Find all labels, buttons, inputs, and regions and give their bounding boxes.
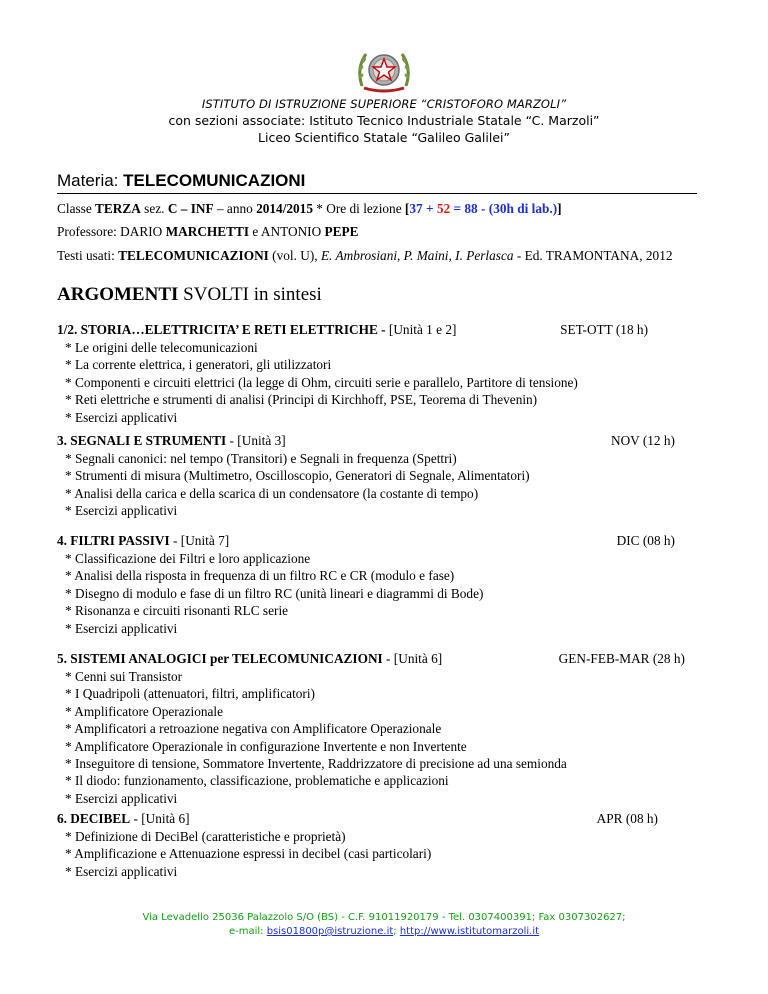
- list-item: * Analisi della carica e della scarica di un condensatore (la costante di tempo): [65, 485, 479, 501]
- list-item: * Strumenti di misura (Multimetro, Oscilloscopio, Generatori di Segnale, Alimentatori): [65, 468, 530, 484]
- hours-total: = 88 - (30h di lab.): [450, 201, 558, 216]
- section-label: sez.: [140, 201, 168, 216]
- list-item: * Cenni sui Transistor: [65, 669, 183, 684]
- republic-emblem-icon: [352, 46, 416, 94]
- section-unit-ref: [Unità 1 e 2]: [388, 322, 457, 337]
- school-year-value: 2014/2015: [256, 201, 313, 216]
- hours-lab: 52: [436, 201, 451, 216]
- topics-heading-bold: ARGOMENTI: [57, 284, 179, 305]
- section-period: DIC (08 h): [616, 533, 675, 548]
- teachers-info: [57, 224, 359, 240]
- footer-address: Via Levadello 25036 Palazzolo S/O (BS) - C.F. 91011920179 - Tel. 0307400391; Fax 0307302627;: [142, 912, 626, 923]
- textbook-publisher: - Ed. TRAMONTANA, 2012: [513, 248, 673, 263]
- section-header: [57, 321, 675, 339]
- textbook-label: Testi usati:: [57, 248, 119, 263]
- textbooks-info: [57, 247, 697, 264]
- list-item: * Amplificatore Operazionale in configurazione Invertente e non Invertente: [65, 738, 467, 754]
- textbook-authors: E. Ambrosiani, P. Maini, I. Perlasca: [320, 248, 514, 263]
- footer-contacts: [0, 926, 768, 937]
- list-item: * Risonanza e circuiti risonanti RLC serie: [65, 603, 289, 619]
- section-header: [57, 810, 675, 828]
- section-period: NOV (12 h): [610, 433, 675, 448]
- subject-value: TELECOMUNICAZIONI: [123, 171, 306, 190]
- list-item: * Esercizi applicativi: [65, 503, 178, 519]
- section-unit-ref: - [Unità 3]: [226, 433, 286, 448]
- list-item: * Amplificazione e Attenuazione espressi in decibel (casi particolari): [65, 846, 432, 862]
- section-unit-ref: - [Unità 6]: [130, 811, 190, 826]
- section-title: 5. SISTEMI ANALOGICI per TELECOMUNICAZIONI: [57, 651, 383, 666]
- section-header: [57, 432, 675, 450]
- subject-heading: [57, 171, 697, 194]
- class-info: [57, 201, 562, 217]
- teacher-1: MARCHETTI: [165, 224, 250, 239]
- list-item: * Esercizi applicativi: [65, 863, 178, 879]
- school-liceo: Liceo Scientifico Statale “Galileo Galilei”: [258, 130, 510, 145]
- hours-label: * Ore di lezione: [312, 201, 405, 216]
- section-title: 1/2. STORIA…ELETTRICITA’ E RETI ELETTRICHE -: [57, 322, 389, 337]
- list-item: * Amplificatore Operazionale: [65, 703, 224, 719]
- subject-label: Materia:: [57, 171, 124, 190]
- section-unit-ref: - [Unità 7]: [169, 533, 230, 548]
- section-period: APR (08 h): [596, 811, 658, 826]
- hours-plus: +: [422, 201, 437, 216]
- list-item: * Esercizi applicativi: [65, 409, 178, 425]
- section-header: [57, 532, 675, 550]
- teacher-connector: e ANTONIO: [249, 224, 325, 239]
- list-item: * Componenti e circuiti elettrici (la legge di Ohm, circuiti serie e parallelo, Partitore di tensione): [65, 374, 578, 390]
- list-item: * Classificazione dei Filtri e loro applicazione: [65, 551, 311, 566]
- list-item: * I Quadripoli (attenuatori, filtri, amplificatori): [65, 686, 315, 702]
- list-item: * Il diodo: funzionamento, classificazione, problematiche e applicazioni: [65, 773, 449, 789]
- hours-theory: 37: [409, 201, 423, 216]
- topic-section: [57, 432, 675, 520]
- list-item: * La corrente elettrica, i generatori, gli utilizzatori: [65, 357, 332, 373]
- school-sections: con sezioni associate: Istituto Tecnico Industriale Statale “C. Marzoli”: [168, 113, 600, 128]
- class-year: TERZA: [95, 201, 141, 216]
- footer-email-link[interactable]: bsis01800p@istruzione.it: [266, 926, 394, 937]
- hours-bracket-open: [: [404, 201, 410, 216]
- list-item: * Disegno di modulo e fase di un filtro RC (unità lineari e diagrammi di Bode): [65, 585, 484, 601]
- section-title: 6. DECIBEL: [57, 811, 131, 826]
- footer-email-label: e-mail:: [228, 926, 267, 937]
- topics-heading: [57, 284, 322, 306]
- list-item: * Reti elettriche e strumenti di analisi (Principi di Kirchhoff, PSE, Teorema di Thevenin): [65, 392, 538, 408]
- list-item: * Esercizi applicativi: [65, 620, 178, 636]
- section-title: 3. SEGNALI E STRUMENTI: [57, 433, 227, 448]
- section-value: C – INF: [167, 201, 214, 216]
- textbook-volume: (vol. U),: [268, 248, 321, 263]
- section-period: GEN-FEB-MAR (28 h): [558, 651, 685, 666]
- topic-section: [57, 532, 675, 637]
- school-year-label: – anno: [213, 201, 257, 216]
- list-item: * Le origini delle telecomunicazioni: [65, 340, 258, 355]
- hours-bracket-close: ]: [557, 201, 562, 216]
- topic-section: [57, 810, 675, 880]
- teacher-2: PEPE: [324, 224, 359, 239]
- list-item: * Analisi della risposta in frequenza di un filtro RC e CR (modulo e fase): [65, 568, 455, 584]
- textbook-title: TELECOMUNICAZIONI: [118, 248, 269, 263]
- teacher-label: Professore: DARIO: [57, 224, 166, 239]
- section-period: SET-OTT (18 h): [560, 322, 648, 337]
- footer-website-link[interactable]: http://www.istitutomarzoli.it: [399, 926, 540, 937]
- topics-heading-rest: SVOLTI in sintesi: [178, 284, 322, 305]
- list-item: * Definizione di DeciBel (caratteristiche e proprietà): [65, 829, 346, 844]
- list-item: * Esercizi applicativi: [65, 790, 178, 806]
- class-label: Classe: [57, 201, 96, 216]
- list-item: * Amplificatori a retroazione negativa con Amplificatore Operazionale: [65, 721, 442, 737]
- section-title: 4. FILTRI PASSIVI: [57, 533, 170, 548]
- section-unit-ref: - [Unità 6]: [382, 651, 443, 666]
- list-item: * Segnali canonici: nel tempo (Transitori) e Segnali in frequenza (Spettri): [65, 451, 457, 466]
- topic-section: [57, 321, 675, 426]
- section-header: [57, 650, 685, 668]
- school-name: ISTITUTO DI ISTRUZIONE SUPERIORE “CRISTOFORO MARZOLI”: [201, 97, 567, 111]
- footer-separator: ;: [393, 926, 400, 937]
- list-item: * Inseguitore di tensione, Sommatore Invertente, Raddrizzatore di precisione ad una semionda: [65, 756, 567, 772]
- topic-section: [57, 650, 685, 807]
